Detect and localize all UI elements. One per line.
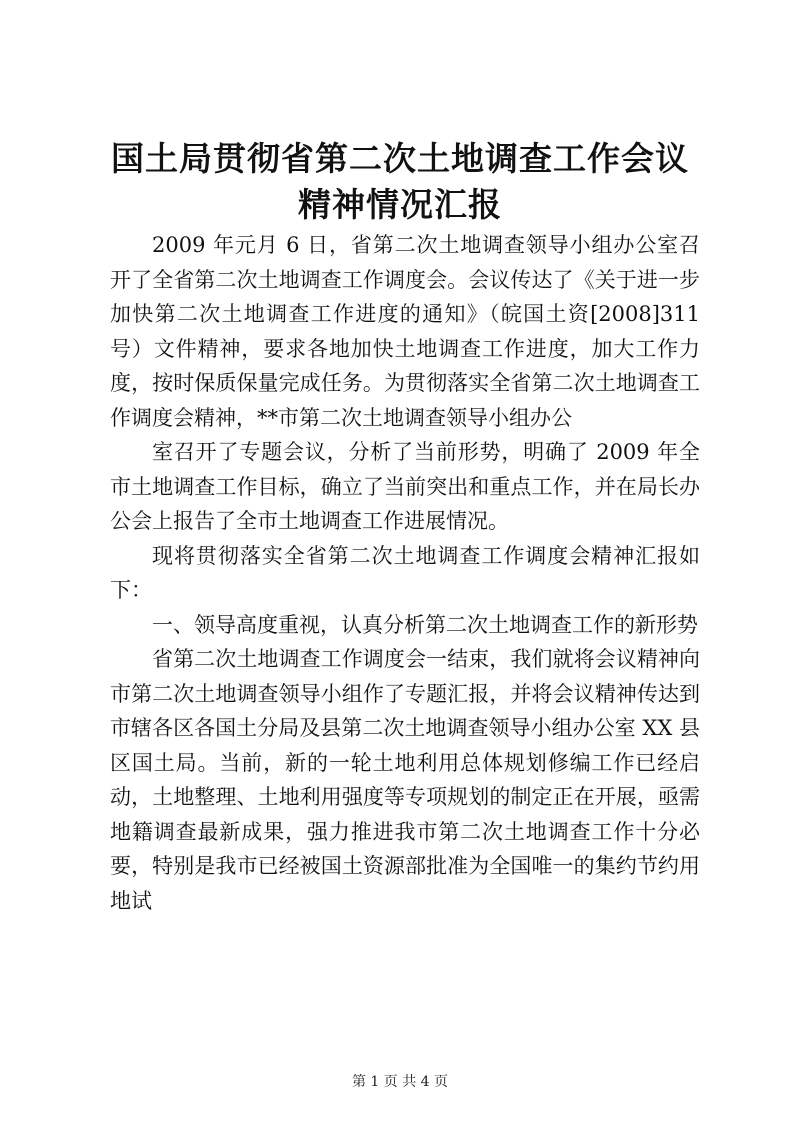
paragraph: 现将贯彻落实全省第二次土地调查工作调度会精神汇报如下： <box>110 543 700 602</box>
section-heading: 一、领导高度重视，认真分析第二次土地调查工作的新形势 <box>152 612 698 637</box>
paragraph: 2009 年元月 6 日，省第二次土地调查领导小组办公室召开了全省第二次土地调查工作调度会。会议传达了《关于进一步加快第二次土地调查工作进度的通知》（皖国土资[2008]311 号）文件精神，要求各地加快土地调查工作进度，加大工作力度，按时保质保量完成任务。为贯彻落实全省第二次土地调查工作调度会精神，**市第二次土地调查领导小组办公 <box>110 233 700 430</box>
paragraph: 省第二次土地调查工作调度会一结束，我们就将会议精神向市第二次土地调查领导小组作了专题汇报，并将会议精神传达到市辖各区各国土分局及县第二次土地调查领导小组办公室 XX 县区国土局。当前，新的一轮土地利用总体规划修编工作已经启动，土地整理、土地利用强度等专项规划的制定正在开展，亟需地籍调查最新成果，强力推进我市第二次土地调查工作十分必要，特别是我市已经被国土资源部批准为全国唯一的集约节约用地试 <box>110 647 700 913</box>
document-body <box>110 228 700 918</box>
page-footer: 第 1 页 共 4 页 <box>351 1074 449 1090</box>
paragraph: 室召开了专题会议，分析了当前形势，明确了 2009 年全市土地调查工作目标，确立了当前突出和重点工作，并在局长办公会上报告了全市土地调查工作进展情况。 <box>110 440 700 533</box>
document-title: 国土局贯彻省第二次土地调查工作会议精神情况汇报 <box>111 139 689 224</box>
